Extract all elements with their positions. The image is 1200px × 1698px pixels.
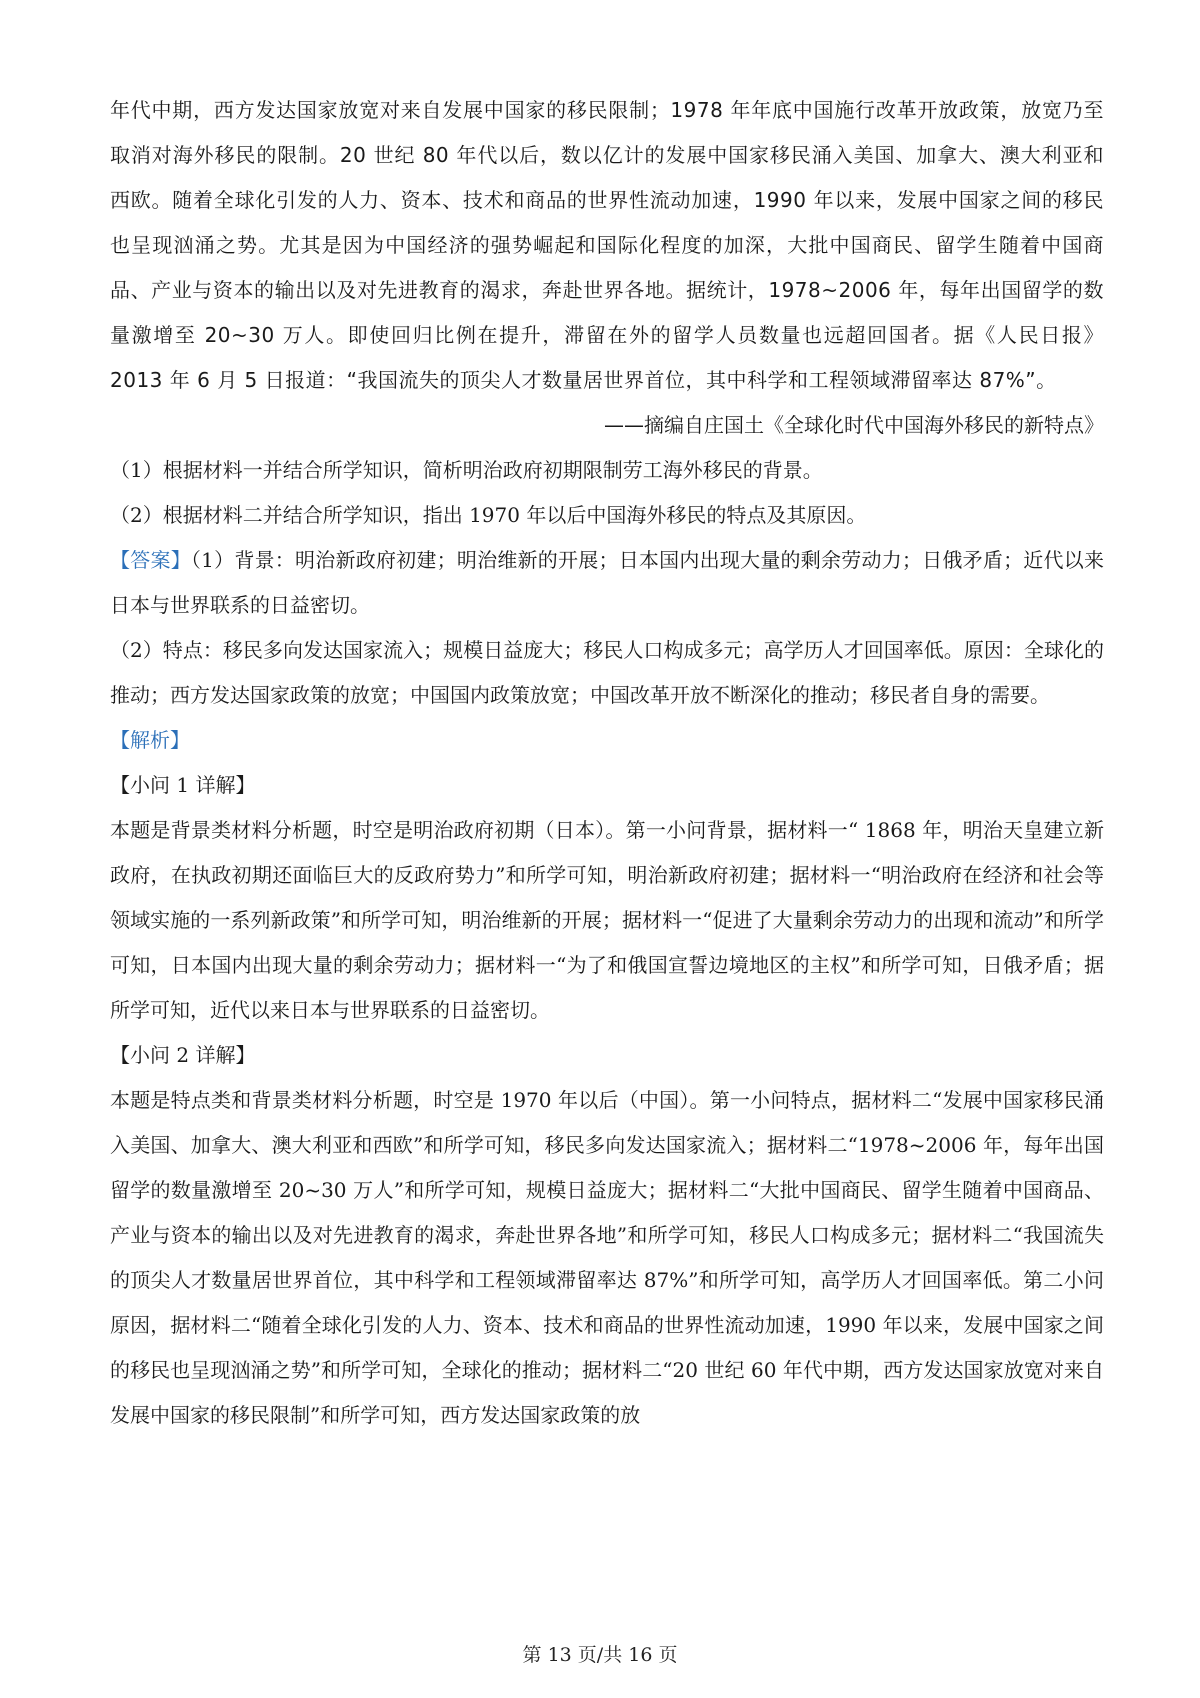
answer-label: 【答案】 <box>110 548 191 572</box>
answer-part-2: （2）特点：移民多向发达国家流入；规模日益庞大；移民人口构成多元；高学历人才回国率低。原因：全球化的推动；西方发达国家政策的放宽；中国国内政策放宽；中国改革开放不断深化的推动；移民者自身的需要。 <box>110 638 1104 707</box>
sub-question-1-heading: 【小问 1 详解】 <box>110 773 256 797</box>
sub-question-1-explanation: 本题是背景类材料分析题，时空是明治政府初期（日本）。第一小问背景，据材料一“ 1868 年，明治天皇建立新政府，在执政初期还面临巨大的反政府势力”和所学可知，明治新政府初建；据材料一“明治政府在经济和社会等领域实施的一系列新政策”和所学可知，明治维新的开展；据材料一“促进了大量剩余劳动力的出现和流动”和所学可知，日本国内出现大量的剩余劳动力；据材料一“为了和俄国宣誓边境地区的主权”和所学可知，日俄矛盾；据所学可知，近代以来日本与世界联系的日益密切。 <box>110 818 1104 1022</box>
document-body <box>110 88 1104 1438</box>
material-two-text: 年代中期，西方发达国家放宽对来自发展中国家的移民限制；1978 年年底中国施行改革开放政策，放宽乃至取消对海外移民的限制。20 世纪 80 年代以后，数以亿计的发展中国家移民涌入美国、加拿大、澳大利亚和西欧。随着全球化引发的人力、资本、技术和商品的世界性流动加速，1990 年以来，发展中国家之间的移民也呈现汹涌之势。尤其是因为中国经济的强势崛起和国际化程度的加深，大批中国商民、留学生随着中国商品、产业与资本的输出以及对先进教育的渴求，奔赴世界各地。据统计，1978~2006 年，每年出国留学的数量激增至 20~30 万人。即使回归比例在提升，滞留在外的留学人员数量也远超回国者。据《人民日报》2013 年 6 月 5 日报道：“我国流失的顶尖人才数量居世界首位，其中科学和工程领域滞留率达 87%”。 <box>110 98 1104 392</box>
material-source: ——摘编自庄国土《全球化时代中国海外移民的新特点》 <box>604 413 1104 437</box>
answer-part-1 <box>110 538 1104 628</box>
page-number: 第 13 页/共 16 页 <box>522 1644 678 1666</box>
analysis-label: 【解析】 <box>110 728 190 752</box>
answer-part-1-text: （1）背景：明治新政府初建；明治维新的开展；日本国内出现大量的剩余劳动力；日俄矛盾；近代以来日本与世界联系的日益密切。 <box>110 548 1104 617</box>
question-1: （1）根据材料一并结合所学知识，简析明治政府初期限制劳工海外移民的背景。 <box>110 458 823 482</box>
sub-question-2-explanation: 本题是特点类和背景类材料分析题，时空是 1970 年以后（中国）。第一小问特点，据材料二“发展中国家移民涌入美国、加拿大、澳大利亚和西欧”和所学可知，移民多向发达国家流入；据材料二“1978~2006 年，每年出国留学的数量激增至 20~30 万人”和所学可知，规模日益庞大；据材料二“大批中国商民、留学生随着中国商品、产业与资本的输出以及对先进教育的渴求，奔赴世界各地”和所学可知，移民人口构成多元；据材料二“我国流失的顶尖人才数量居世界首位，其中科学和工程领域滞留率达 87%”和所学可知，高学历人才回国率低。第二小问原因，据材料二“随着全球化引发的人力、资本、技术和商品的世界性流动加速，1990 年以来，发展中国家之间的移民也呈现汹涌之势”和所学可知，全球化的推动；据材料二“20 世纪 60 年代中期，西方发达国家放宽对来自发展中国家的移民限制”和所学可知，西方发达国家政策的放 <box>110 1088 1104 1427</box>
sub-question-2-heading: 【小问 2 详解】 <box>110 1043 256 1067</box>
question-2: （2）根据材料二并结合所学知识，指出 1970 年以后中国海外移民的特点及其原因。 <box>110 503 867 527</box>
